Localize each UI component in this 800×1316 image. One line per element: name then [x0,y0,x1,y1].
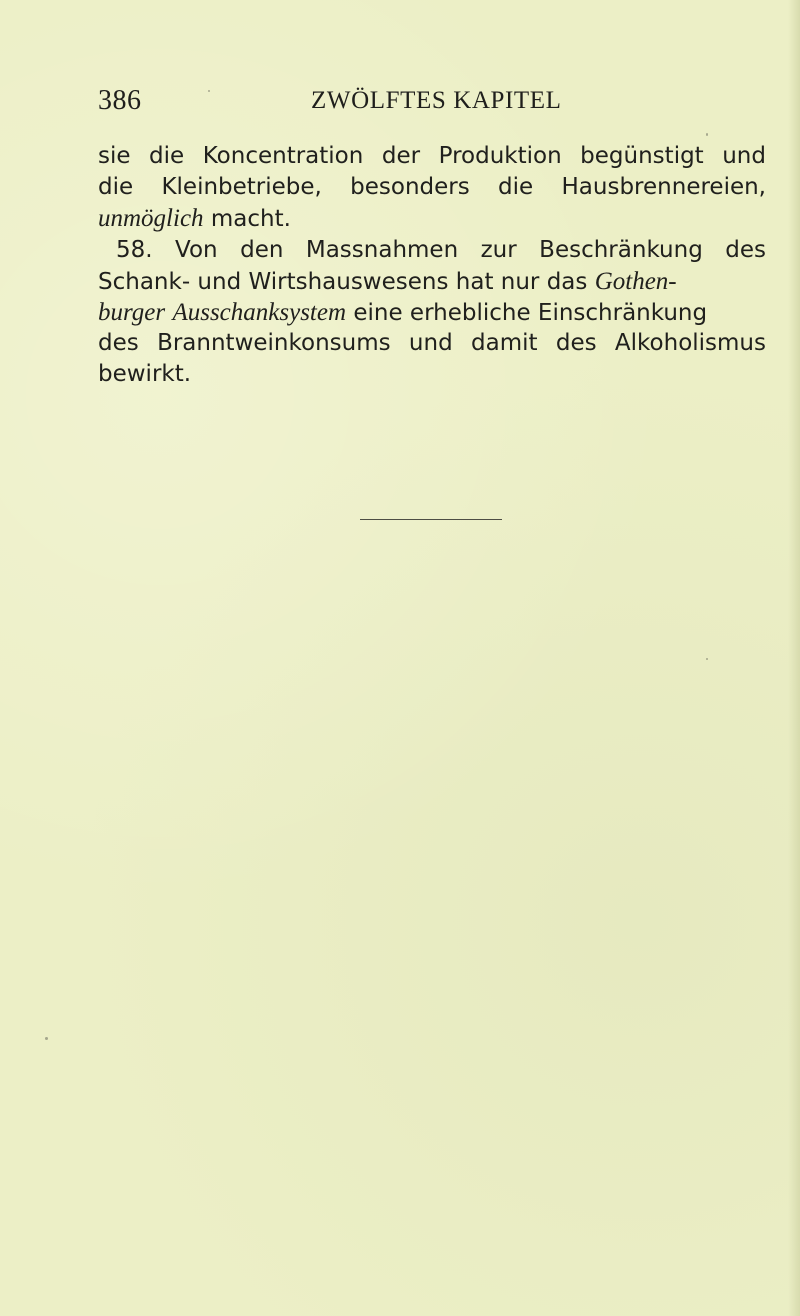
paper-speck [208,90,210,92]
italic-emphasis: Ausschanksystem [172,298,347,326]
text-line [98,328,766,359]
text-line [98,297,766,328]
text-line-content: Schank- und Wirtshauswesens hat nur das [98,268,595,295]
italic-emphasis: burger [98,298,166,326]
page-edge-shadow [788,0,800,1316]
text-line-content: des Branntweinkonsums und damit des Alkoholismus [98,330,766,357]
body-text [98,141,766,391]
text-line-content: eine erhebliche Einschränkung [346,299,708,326]
section-divider [360,519,502,520]
text-line-content: die Kleinbetriebe, besonders die Hausbrennereien, [98,174,766,201]
chapter-title: ZWÖLFTES KAPITEL [311,87,562,114]
text-line-content: sie die Koncentration der Produktion begünstigt und [98,143,766,169]
text-line [98,359,766,390]
text-line-content: bewirkt. [98,361,192,388]
text-line-content: 58. Von den Massnahmen zur Beschränkung des [116,236,766,263]
text-line [98,266,766,297]
text-line [98,172,766,203]
text-line [98,203,766,234]
text-line-content: macht. [203,206,291,233]
italic-emphasis: Gothen- [594,267,677,295]
running-head [98,84,758,118]
paper-speck [706,133,708,136]
text-line [98,141,766,172]
paper-speck [706,658,708,660]
paper-speck [45,1037,48,1040]
italic-emphasis: unmöglich [98,205,204,233]
page-number: 386 [98,85,142,116]
paragraph-start [98,235,766,266]
